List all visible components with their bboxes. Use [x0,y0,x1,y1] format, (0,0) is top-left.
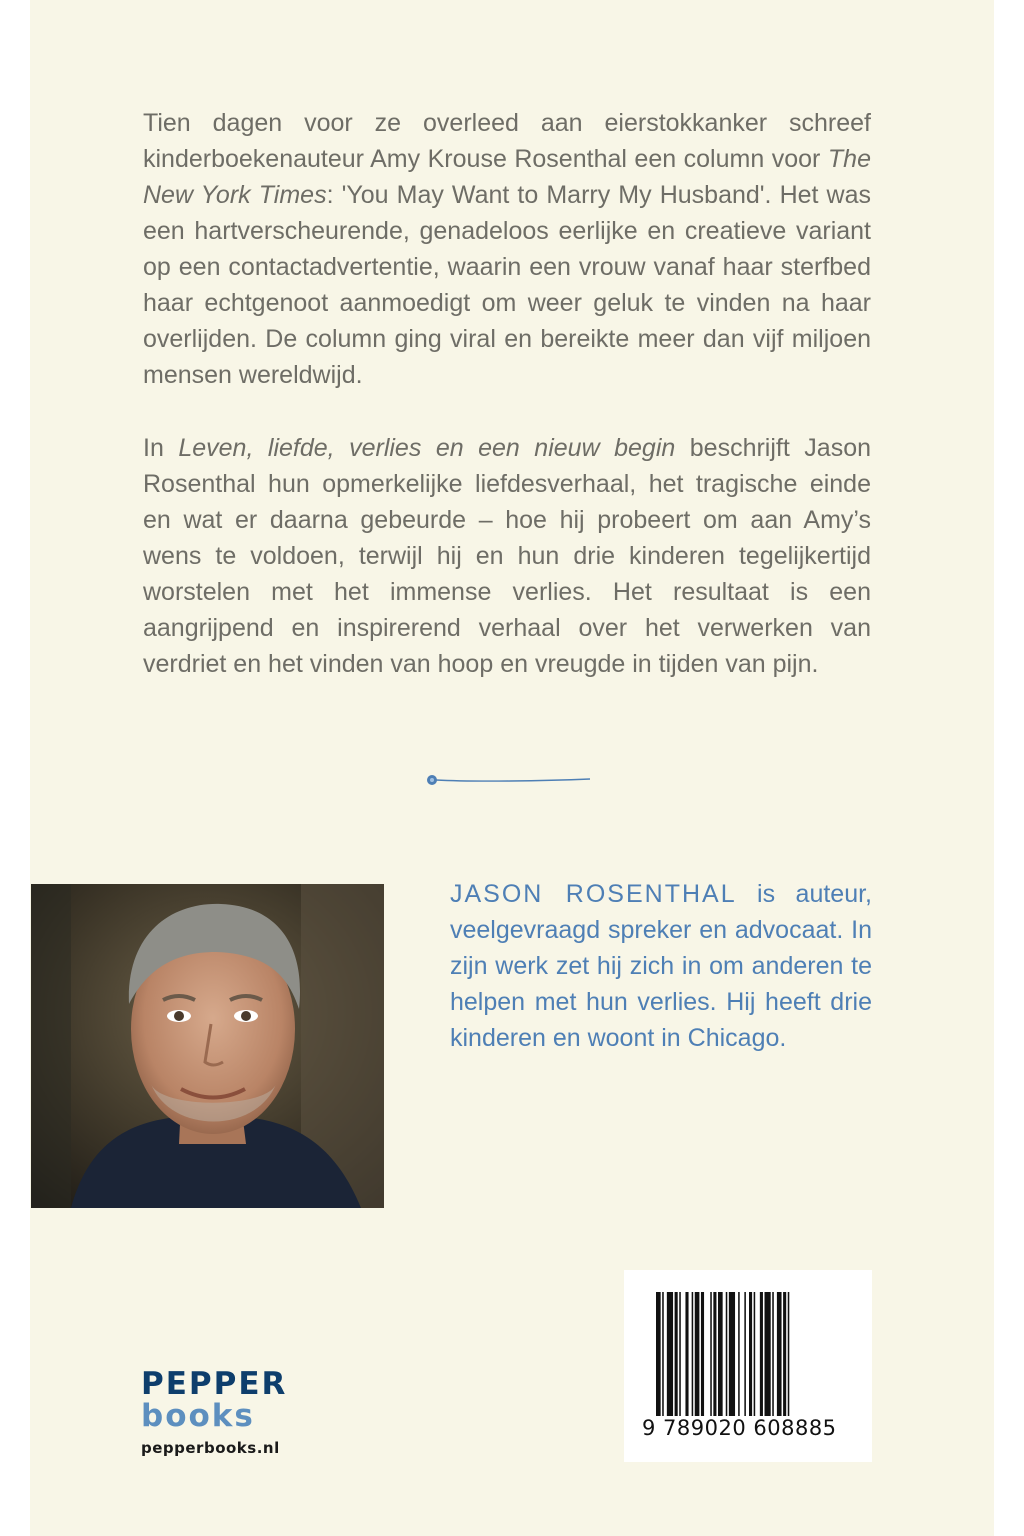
barcode-bar [667,1292,673,1416]
divider-ornament [424,770,594,790]
blurb-paragraph-1 [143,105,871,393]
barcode-bar [765,1292,771,1416]
publisher-logo [141,1368,287,1457]
blurb-text: beschrijft Jason Rosenthal hun opmerkelijke liefdesverhaal, het tragische einde en wat er daarna gebeurde – hoe hij probeert om aan Amy’s wens te voldoen, terwijl hij en hun drie kinderen tegelijkertijd worstelen met het immense verlies. Het resultaat is een aangrijpend en inspirerend verhaal over het verwerken van verdriet en het vinden van hoop en vreugde in tijden van pijn. [143,434,872,678]
publisher-logo-line2: books [141,1398,255,1434]
barcode-bar [738,1292,740,1416]
barcode-bar [718,1292,723,1416]
isbn-barcode [624,1270,872,1462]
book-title: Leven, liefde, verlies en een nieuw begin [178,434,676,462]
barcode-bar [692,1292,694,1416]
barcode-bar [679,1292,681,1416]
barcode-bar [783,1292,786,1416]
author-photo [31,884,384,1208]
barcode-bar [754,1292,756,1416]
barcode-bar [788,1292,790,1416]
barcode-bar [710,1292,712,1416]
barcode-bar [760,1292,763,1416]
barcode-bar [777,1292,782,1416]
author-bio-text: is auteur, veelgevraagd spreker en advocaat. In zijn werk zet hij zich in om anderen te helpen met hun verlies. Hij heeft drie kinderen en woont in Chicago. [450,880,872,1052]
author-name: JASON ROSENTHAL [450,880,737,908]
blurb-text: In [143,434,179,462]
publisher-logo-line1: PEPPER [141,1366,288,1402]
barcode-bars [656,1292,842,1416]
barcode-bar [726,1292,728,1416]
newspaper-title: The New York Times [143,145,871,209]
author-bio [450,876,872,1056]
barcode-bar [701,1292,704,1416]
blurb-paragraph-2 [143,430,871,682]
barcode-bar [695,1292,700,1416]
barcode-bar [713,1292,716,1416]
isbn-number: 9 789020 608885 [642,1416,837,1440]
barcode-bar [744,1292,746,1416]
barcode-bar [662,1292,664,1416]
blurb-text: Tien dagen voor ze overleed aan eierstokkanker schreef kinderboekenauteur Amy Krouse Rosenthal een column voor [143,109,871,173]
barcode-bar [772,1292,774,1416]
barcode-bar [656,1292,661,1416]
publisher-url: pepperbooks.nl [141,1439,280,1457]
barcode-bar [729,1292,735,1416]
blurb-text: : 'You May Want to Marry My Husband'. Het was een hartverscheurende, genadeloos eerlijke en creatieve variant op een contactadvertentie, waarin een vrouw vanaf haar sterfbed haar echtgenoot aanmoedigt om weer geluk te vinden na haar overlijden. De column ging viral en bereikte meer dan vijf miljoen mensen wereldwijd. [143,181,872,389]
barcode-bar [675,1292,678,1416]
barcode-bar [685,1292,688,1416]
barcode-bar [749,1292,752,1416]
